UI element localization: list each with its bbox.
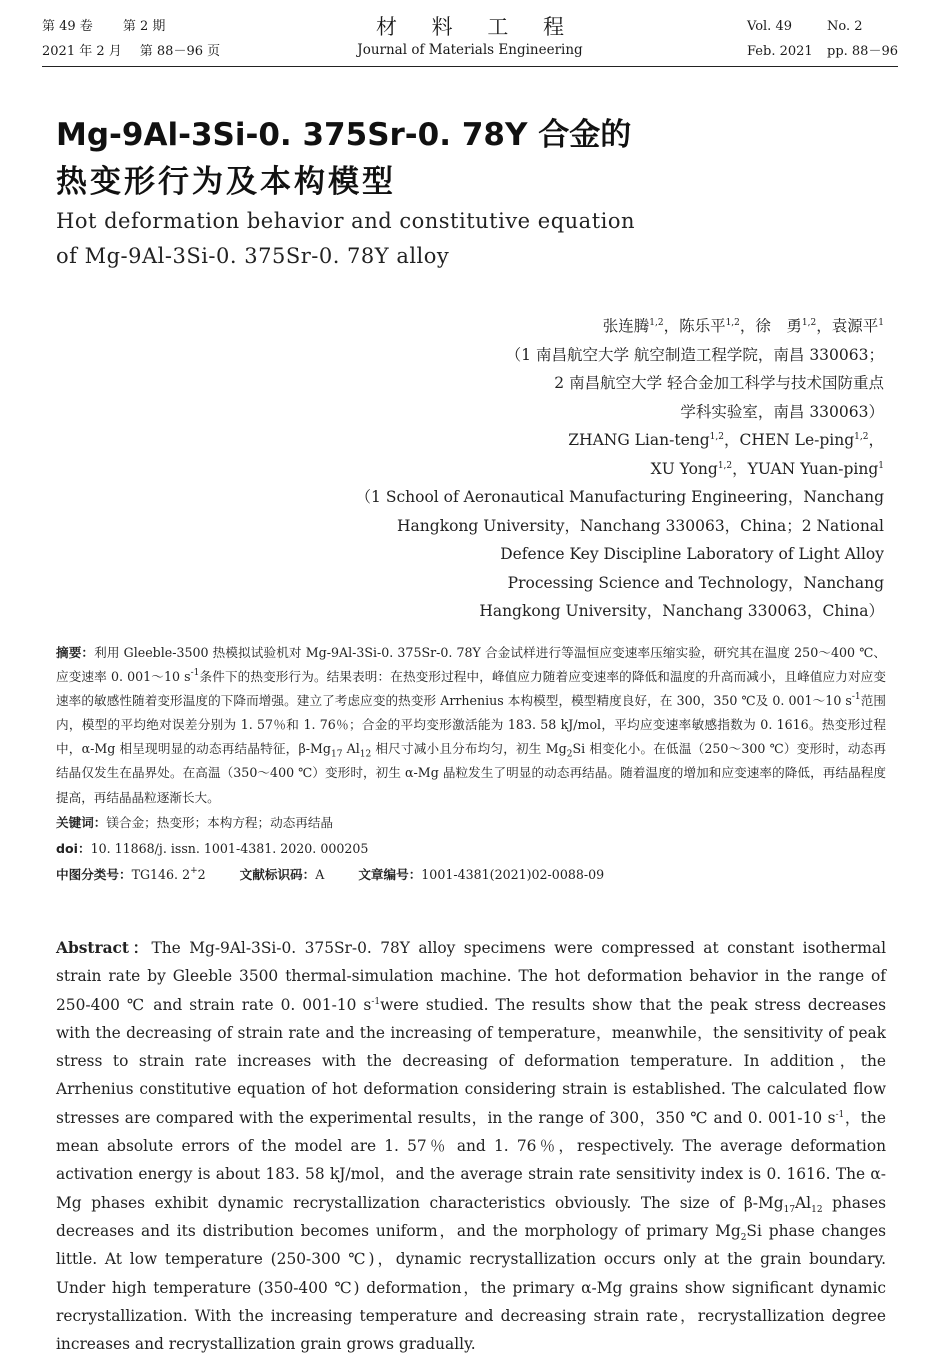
date-en: Feb. 2021 xyxy=(747,44,813,59)
abstract-cn-label: 摘要： xyxy=(56,645,95,660)
issue-en: No. 2 xyxy=(827,19,863,34)
clc-value2: 2 xyxy=(197,866,206,882)
pages-cn: 第 88－96 页 xyxy=(139,44,221,59)
abstract-en-part6: Si phase changes little. At low temperature (250-300 ℃)，dynamic recrystallization occurs only at the grain boundary. Under high temperature (350-400 ℃) deformation，the primary α-Mg grains show significant dynamic recrystallization. With the increasing temperature and decreasing strain rate，recrystallization degree increases and recrystallization grain grows gradually. xyxy=(56,1221,886,1354)
clc-sup: + xyxy=(190,865,198,876)
author-4-sup: 1 xyxy=(878,318,884,328)
abstract-cn-sup1: -1 xyxy=(190,668,200,679)
title-en xyxy=(56,204,635,274)
author-en-2: ，CHEN Le-ping xyxy=(723,431,855,449)
doi-label: doi： xyxy=(56,840,91,856)
abstract-cn-part2: 条件下的热变形行为。结果表明：在热变形过程中，峰值应力随着应变速率的降低和温度的升高而减小，且峰值应力对应变速率的敏感性随着变形温度的下降而增强。建立了考虑应变的热变形 Arrhenius 本构模型，模型精度良好，在 300，350 ℃及 0. 001～10 s xyxy=(56,669,886,709)
header-right xyxy=(747,14,898,64)
abstract-cn-part1: 利用 Gleeble-3500 热模拟试验机对 Mg-9Al-3Si-0. 375Sr-0. 78Y 合金试样进行等温恒应变速率压缩实验，研究其在温度 250～400 ℃、应变速率 0. 001～10 s xyxy=(56,645,886,685)
article-label: 文章编号： xyxy=(358,866,422,882)
article-value: 1001-4381(2021)02-0088-09 xyxy=(421,866,605,882)
affiliation-cn-3: 学科实验室，南昌 330063） xyxy=(680,402,884,421)
affiliation-en-2: Hangkong University，Nanchang 330063，China；2 National xyxy=(397,516,884,535)
title-cn xyxy=(56,112,631,206)
abstract-en-sup1: -1 xyxy=(371,996,381,1007)
issue-cn: 第 2 期 xyxy=(122,19,166,34)
affiliation-en-4: Processing Science and Technology，Nanchang xyxy=(507,573,884,592)
classification xyxy=(56,862,886,888)
authors-en-1 xyxy=(356,426,884,455)
affiliation-en-5: Hangkong University，Nanchang 330063，China） xyxy=(479,602,884,620)
journal-en: Journal of Materials Engineering xyxy=(357,42,583,58)
abstract-en-part3: ，the mean absolute errors of the model are 1. 57％ and 1. 76％，respectively. The average deformation activation energy is about 183. 58 kJ/mol，and the average strain rate sensitivity index is 0. 1616. The α-Mg phases exhibit dynamic recrystallization characteristics obviously. The size of β-Mg xyxy=(56,1108,886,1212)
clc-value: TG146. 2 xyxy=(131,866,191,882)
keywords-value: 镁合金；热变形；本构方程；动态再结晶 xyxy=(106,814,334,830)
title-cn-line1: Mg-9Al-3Si-0. 375Sr-0. 78Y 合金的 xyxy=(56,117,632,153)
author-en-2-end: ， xyxy=(868,431,884,449)
abstract-en xyxy=(56,934,886,1358)
abstract-cn-text xyxy=(56,641,886,810)
abstract-cn-part3: 范围内，模型的平均绝对误差分别为 1. 57％和 1. 76％；合金的平均变形激活能为 183. 58 kJ/mol，平均应变速率敏感指数为 0. 1616。热变形过程中，α-Mg 相呈现明显的动态再结晶特征，β-Mg xyxy=(56,693,887,757)
author-en-4: ，YUAN Yuan-ping xyxy=(732,459,879,478)
abstract-en-sub3: 2 xyxy=(740,1233,747,1244)
author-1-sup: 1,2 xyxy=(649,318,664,328)
abstract-cn-sub1: 17 xyxy=(330,749,343,760)
keywords-label: 关键词： xyxy=(56,814,107,830)
abstract-cn-part4: Al xyxy=(342,741,360,757)
doi xyxy=(56,836,886,862)
abstract-cn-sub2: 12 xyxy=(359,749,372,760)
abstract-cn-sup2: -1 xyxy=(851,692,861,703)
clc-label: 中图分类号： xyxy=(56,866,132,882)
doi-value: 10. 11868/j. issn. 1001-4381. 2020. 000205 xyxy=(90,840,369,856)
author-en-1-sup: 1,2 xyxy=(709,432,724,442)
abstract-cn-part5: 相尺寸减小且分布均匀，初生 Mg xyxy=(371,741,567,757)
author-3-sup: 1,2 xyxy=(801,318,817,328)
author-4: ，袁源平 xyxy=(816,317,879,335)
authors-block xyxy=(356,312,884,626)
affiliation-en-1: （1 School of Aeronautical Manufacturing Engineering，Nanchang xyxy=(355,488,884,506)
pages-en: pp. 88－96 xyxy=(827,44,898,59)
title-cn-line2: 热变形行为及本构模型 xyxy=(56,164,396,200)
affiliation-cn-2: 2 南昌航空大学 轻合金加工科学与技术国防重点 xyxy=(554,374,884,392)
authors-en-2 xyxy=(356,455,884,484)
author-en-3-sup: 1,2 xyxy=(717,460,733,471)
abstract-en-part1: The Mg-9Al-3Si-0. 375Sr-0. 78Y alloy specimens were compressed at constant isothermal strain rate by Gleeble 3500 thermal-simulation machine. The hot deformation behavior in the range of 250-400 ℃ and strain rate 0. 001-10 s xyxy=(56,939,886,1014)
authors-cn xyxy=(356,312,884,341)
author-en-2-sup: 1,2 xyxy=(854,432,869,442)
affiliation-en-3: Defence Key Discipline Laboratory of Light Alloy xyxy=(500,545,884,563)
author-en-1: ZHANG Lian-teng xyxy=(568,431,710,449)
abstract-en-part5: phases decreases and its distribution becomes uniform，and the morphology of primary Mg xyxy=(56,1193,886,1240)
abstract-en-part4: Al xyxy=(795,1193,812,1212)
journal-cn: 材 料 工 程 xyxy=(375,15,579,39)
author-2: ，陈乐平 xyxy=(663,317,726,335)
abstract-en-label: Abstract： xyxy=(56,939,152,957)
abstract-cn-part6: Si 相变化小。在低温（250～300 ℃）变形时，动态再结晶仅发生在晶界处。在高温（350～400 ℃）变形时，初生 α-Mg 晶粒发生了明显的动态再结晶。随着温度的增加和应变速率的降低，再结晶程度提高，再结晶晶粒逐渐长大。 xyxy=(56,741,887,805)
title-en-line2: of Mg-9Al-3Si-0. 375Sr-0. 78Y alloy xyxy=(56,244,450,268)
volume-en: Vol. 49 xyxy=(747,19,792,34)
abstract-en-sup2: -1 xyxy=(835,1109,845,1120)
doc-label: 文献标识码： xyxy=(239,866,316,882)
author-en-4-sup: 1 xyxy=(878,460,884,471)
author-en-3: XU Yong xyxy=(650,459,718,478)
keywords xyxy=(56,810,886,836)
abstract-en-sub1: 17 xyxy=(783,1204,796,1215)
author-2-sup: 1,2 xyxy=(725,318,740,328)
date-cn: 2021 年 2 月 xyxy=(42,44,122,59)
author-1: 张连腾 xyxy=(602,317,650,335)
affiliation-cn-1: （1 南昌航空大学 航空制造工程学院，南昌 330063； xyxy=(505,345,884,364)
abstract-cn xyxy=(56,641,886,888)
volume-cn: 第 49 卷 xyxy=(42,19,93,34)
abstract-cn-sub3: 2 xyxy=(566,749,573,760)
title-en-line1: Hot deformation behavior and constitutive equation xyxy=(56,209,636,233)
author-3: ，徐 勇 xyxy=(739,317,802,335)
abstract-en-part2: were studied. The results show that the peak stress decreases with the decreasing of strain rate and the increasing of temperature，meanwhile，the sensitivity of peak stress to strain rate increases with the decreasing of deformation temperature. In addition，the Arrhenius constitutive equation of hot deformation considering strain is established. The calculated flow stresses are compared with the experimental results，in the range of 300，350 ℃ and 0. 001-10 s xyxy=(56,995,887,1127)
running-header xyxy=(42,14,898,67)
abstract-en-sub2: 12 xyxy=(811,1204,823,1215)
doc-value: A xyxy=(315,866,325,882)
